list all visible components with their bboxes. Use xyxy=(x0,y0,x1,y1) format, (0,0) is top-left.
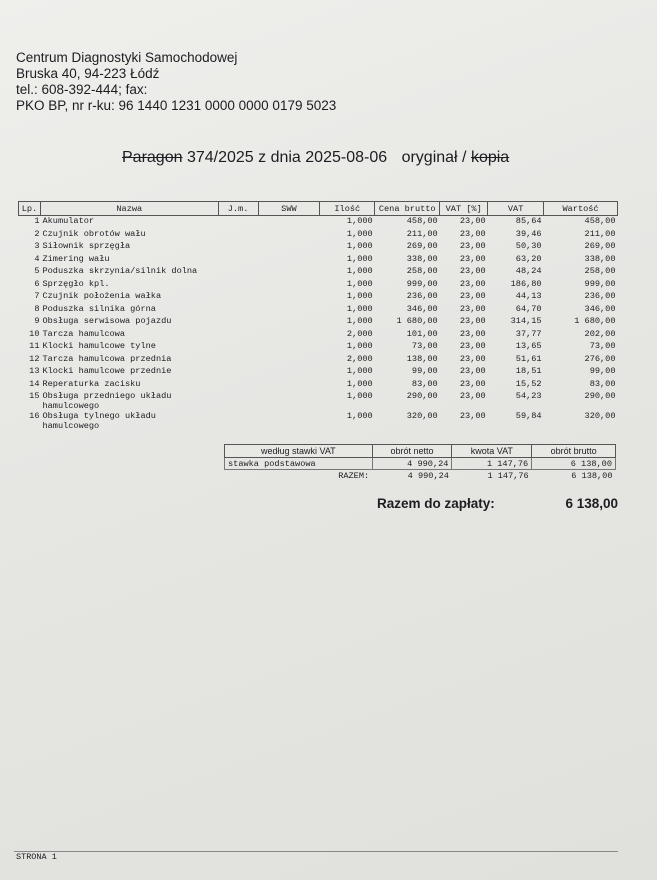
header-vat-pct: VAT [%] xyxy=(440,202,488,216)
item-name: Tarcza hamulcowa przednia xyxy=(42,353,172,364)
item-sww xyxy=(258,241,320,254)
item-vat-pct: 23,00 xyxy=(459,411,486,421)
item-name: Tarcza hamulcowa xyxy=(42,328,125,339)
item-vat: 18,51 xyxy=(515,366,542,376)
item-price: 236,00 xyxy=(406,291,438,301)
item-unit xyxy=(218,241,258,254)
item-value: 83,00 xyxy=(589,378,616,389)
item-lp: 16 xyxy=(29,411,40,421)
item-vat: 85,64 xyxy=(515,216,542,226)
document-copy-struck: kopia xyxy=(470,149,510,166)
vat-summary-row xyxy=(225,458,616,470)
item-name: Czujnik obrotów wału xyxy=(42,228,146,239)
item-name: Reperaturka zacisku xyxy=(42,378,141,389)
table-row xyxy=(19,329,618,342)
item-unit xyxy=(218,266,258,279)
item-vat: 186,80 xyxy=(510,278,542,289)
item-sww xyxy=(258,316,320,329)
item-unit xyxy=(218,254,258,267)
vat-header-net: obrót netto xyxy=(372,445,452,458)
company-phone: tel.: 608-392-444; fax: xyxy=(16,82,148,97)
item-value: 999,00 xyxy=(584,278,616,289)
item-value: 276,00 xyxy=(584,353,616,364)
vat-header-amount: kwota VAT xyxy=(452,445,532,458)
item-lp: 15 xyxy=(29,391,40,401)
item-name: Akumulator xyxy=(42,216,95,226)
item-price: 73,00 xyxy=(411,341,438,351)
item-lp: 3 xyxy=(34,241,40,251)
item-vat-pct: 23,00 xyxy=(459,266,486,276)
item-sww xyxy=(258,341,320,354)
item-price: 999,00 xyxy=(406,278,438,289)
item-vat: 15,52 xyxy=(515,378,542,389)
item-name: Obsługa przedniego układu hamulcowego xyxy=(42,391,172,411)
item-unit xyxy=(218,229,258,242)
table-row xyxy=(19,304,618,317)
item-unit xyxy=(218,304,258,317)
item-sww xyxy=(258,329,320,342)
item-price: 138,00 xyxy=(406,353,438,364)
item-value: 236,00 xyxy=(584,291,616,301)
header-value: Wartość xyxy=(544,202,618,216)
item-qty: 1,000 xyxy=(346,378,373,389)
item-vat-pct: 23,00 xyxy=(459,216,486,226)
document-title xyxy=(122,149,509,167)
item-qty: 1,000 xyxy=(346,253,373,264)
item-vat-pct: 23,00 xyxy=(459,341,486,351)
item-price: 83,00 xyxy=(411,378,438,389)
item-name: Klocki hamulcowe tylne xyxy=(42,341,156,351)
header-vat: VAT xyxy=(488,202,544,216)
item-sww xyxy=(258,304,320,317)
item-qty: 1,000 xyxy=(346,391,373,401)
table-row xyxy=(19,291,618,304)
item-vat: 13,65 xyxy=(515,341,542,351)
item-lp: 5 xyxy=(34,266,40,276)
item-name: Siłownik sprzęgła xyxy=(42,241,131,251)
item-qty: 1,000 xyxy=(346,241,373,251)
item-qty: 1,000 xyxy=(346,291,373,301)
vat-sum-net: 4 990,24 xyxy=(407,470,449,481)
item-unit xyxy=(218,316,258,329)
table-row xyxy=(19,266,618,279)
company-bank-account: PKO BP, nr r-ku: 96 1440 1231 0000 0000 0179 5023 xyxy=(16,98,337,113)
item-name: Obsługa serwisowa pojazdu xyxy=(42,316,172,326)
item-qty: 2,000 xyxy=(346,328,373,339)
item-qty: 1,000 xyxy=(346,266,373,276)
items-table xyxy=(18,201,618,431)
item-price: 258,00 xyxy=(406,266,438,276)
item-unit xyxy=(218,329,258,342)
item-sww xyxy=(258,266,320,279)
vat-summary-table xyxy=(224,444,616,481)
item-vat-pct: 23,00 xyxy=(459,303,486,314)
item-lp: 1 xyxy=(34,216,40,226)
table-row xyxy=(19,316,618,329)
vat-header-gross: obrót brutto xyxy=(532,445,616,458)
table-row xyxy=(19,354,618,367)
item-price: 101,00 xyxy=(406,328,438,339)
item-sww xyxy=(258,391,320,411)
item-name: Czujnik położenia wałka xyxy=(42,291,162,301)
item-sww xyxy=(258,216,320,229)
item-vat: 54,23 xyxy=(515,391,542,401)
header-sww: SWW xyxy=(258,202,320,216)
item-vat: 48,24 xyxy=(515,266,542,276)
item-name: Zimering wału xyxy=(42,253,110,264)
item-value: 211,00 xyxy=(584,228,616,239)
item-unit xyxy=(218,411,258,431)
vat-summary-header xyxy=(225,445,616,458)
table-row xyxy=(19,216,618,229)
item-vat: 64,70 xyxy=(515,303,542,314)
item-qty: 1,000 xyxy=(346,316,373,326)
item-qty: 1,000 xyxy=(346,341,373,351)
item-price: 290,00 xyxy=(406,391,438,401)
item-vat-pct: 23,00 xyxy=(459,353,486,364)
item-qty: 1,000 xyxy=(346,278,373,289)
item-sww xyxy=(258,254,320,267)
item-sww xyxy=(258,279,320,292)
item-unit xyxy=(218,291,258,304)
item-vat-pct: 23,00 xyxy=(459,253,486,264)
item-qty: 1,000 xyxy=(346,411,373,421)
item-vat: 59,84 xyxy=(515,411,542,421)
item-qty: 1,000 xyxy=(346,303,373,314)
table-row xyxy=(19,341,618,354)
vat-header-rate: według stawki VAT xyxy=(225,445,373,458)
item-unit xyxy=(218,379,258,392)
company-header xyxy=(16,50,336,114)
item-value: 346,00 xyxy=(584,303,616,314)
document-type-struck: Paragon xyxy=(122,149,183,166)
item-price: 320,00 xyxy=(406,411,438,421)
item-vat: 51,61 xyxy=(515,353,542,364)
item-name: Sprzęgło kpl. xyxy=(42,278,110,289)
header-name: Nazwa xyxy=(40,202,218,216)
item-price: 269,00 xyxy=(406,241,438,251)
item-lp: 4 xyxy=(34,253,40,264)
page-number: STRONA 1 xyxy=(16,852,57,862)
item-value: 73,00 xyxy=(589,341,616,351)
item-lp: 6 xyxy=(34,278,40,289)
item-lp: 8 xyxy=(34,303,40,314)
total-value: 6 138,00 xyxy=(565,496,618,511)
vat-rate-label: stawka podstawowa xyxy=(225,458,373,470)
item-vat-pct: 23,00 xyxy=(459,378,486,389)
vat-sum-label: RAZEM: xyxy=(338,470,370,481)
item-value: 290,00 xyxy=(584,391,616,401)
item-vat-pct: 23,00 xyxy=(459,228,486,239)
item-value: 269,00 xyxy=(584,241,616,251)
item-vat-pct: 23,00 xyxy=(459,391,486,401)
item-name: Obsługa tylnego układu hamulcowego xyxy=(42,411,156,431)
item-lp: 11 xyxy=(29,341,40,351)
item-name: Poduszka skrzynia/silnik dolna xyxy=(42,266,198,276)
vat-amount: 1 147,76 xyxy=(452,458,532,470)
item-value: 1 680,00 xyxy=(574,316,616,326)
item-vat: 63,20 xyxy=(515,253,542,264)
table-row xyxy=(19,391,618,411)
item-unit xyxy=(218,391,258,411)
table-row xyxy=(19,411,618,431)
item-sww xyxy=(258,354,320,367)
item-name: Poduszka silnika górna xyxy=(42,303,156,314)
header-lp: Lp. xyxy=(19,202,41,216)
item-price: 346,00 xyxy=(406,303,438,314)
item-vat-pct: 23,00 xyxy=(459,291,486,301)
item-price: 1 680,00 xyxy=(396,316,438,326)
header-price: Cena brutto xyxy=(375,202,440,216)
document-number: 374/2025 z dnia 2025-08-06 xyxy=(186,149,388,166)
item-qty: 2,000 xyxy=(346,353,373,364)
footer-divider xyxy=(14,851,618,852)
item-price: 211,00 xyxy=(406,228,438,239)
vat-net: 4 990,24 xyxy=(372,458,452,470)
vat-gross: 6 138,00 xyxy=(532,458,616,470)
total-label: Razem do zapłaty: xyxy=(377,496,495,511)
item-vat: 44,13 xyxy=(515,291,542,301)
header-qty: Ilość xyxy=(320,202,375,216)
table-row xyxy=(19,366,618,379)
item-sww xyxy=(258,366,320,379)
item-vat: 37,77 xyxy=(515,328,542,339)
vat-sum-gross: 6 138,00 xyxy=(571,470,613,481)
item-unit xyxy=(218,366,258,379)
header-unit: J.m. xyxy=(218,202,258,216)
item-sww xyxy=(258,291,320,304)
items-table-header xyxy=(19,202,618,216)
item-lp: 12 xyxy=(29,353,40,364)
item-value: 338,00 xyxy=(584,253,616,264)
item-value: 320,00 xyxy=(584,411,616,421)
item-sww xyxy=(258,411,320,431)
table-row xyxy=(19,229,618,242)
table-row xyxy=(19,379,618,392)
item-price: 99,00 xyxy=(411,366,438,376)
vat-sum-amount: 1 147,76 xyxy=(487,470,529,481)
item-sww xyxy=(258,229,320,242)
item-lp: 9 xyxy=(34,316,40,326)
item-unit xyxy=(218,341,258,354)
item-lp: 10 xyxy=(29,328,40,339)
item-value: 258,00 xyxy=(584,266,616,276)
item-lp: 13 xyxy=(29,366,40,376)
item-vat-pct: 23,00 xyxy=(459,278,486,289)
item-vat-pct: 23,00 xyxy=(459,328,486,339)
item-vat-pct: 23,00 xyxy=(459,241,486,251)
item-sww xyxy=(258,379,320,392)
item-unit xyxy=(218,354,258,367)
item-value: 202,00 xyxy=(584,328,616,339)
document-original-label: oryginał / xyxy=(401,149,467,166)
item-vat: 50,30 xyxy=(515,241,542,251)
item-price: 458,00 xyxy=(406,216,438,226)
item-qty: 1,000 xyxy=(346,216,373,226)
item-lp: 7 xyxy=(34,291,40,301)
vat-summary-total-row xyxy=(225,470,616,482)
item-value: 99,00 xyxy=(589,366,616,376)
item-qty: 1,000 xyxy=(346,228,373,239)
item-vat-pct: 23,00 xyxy=(459,316,486,326)
item-unit xyxy=(218,216,258,229)
table-row xyxy=(19,279,618,292)
item-value: 458,00 xyxy=(584,216,616,226)
item-name: Klocki hamulcowe przednie xyxy=(42,366,172,376)
company-address: Bruska 40, 94-223 Łódź xyxy=(16,66,160,81)
item-vat: 39,46 xyxy=(515,228,542,239)
item-vat-pct: 23,00 xyxy=(459,366,486,376)
item-unit xyxy=(218,279,258,292)
table-row xyxy=(19,241,618,254)
table-row xyxy=(19,254,618,267)
item-price: 338,00 xyxy=(406,253,438,264)
item-lp: 2 xyxy=(34,228,40,239)
item-lp: 14 xyxy=(29,378,40,389)
item-vat: 314,15 xyxy=(510,316,542,326)
item-qty: 1,000 xyxy=(346,366,373,376)
company-name: Centrum Diagnostyki Samochodowej xyxy=(16,50,238,65)
